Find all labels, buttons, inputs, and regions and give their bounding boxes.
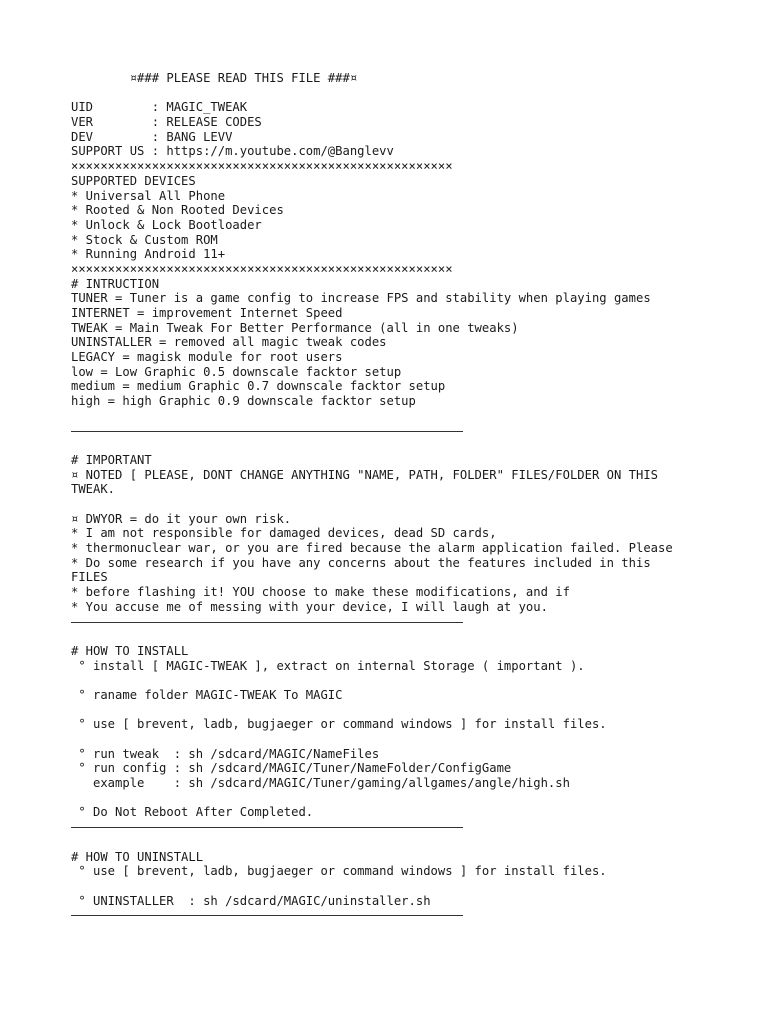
install-step: ° raname folder MAGIC-TWEAK To MAGIC [71, 687, 343, 702]
meta-uid: UID : MAGIC_TWEAK [71, 100, 248, 115]
intro-item: UNINSTALLER = removed all magic tweak codes [71, 335, 387, 350]
spacer [71, 732, 731, 747]
intro-heading: # INTRUCTION [71, 276, 160, 291]
supported-item: * Universal All Phone [71, 188, 226, 203]
supported-item: * Stock & Custom ROM [71, 232, 218, 247]
spacer [71, 629, 731, 644]
supported-heading: SUPPORTED DEVICES [71, 173, 196, 188]
spacer [71, 791, 731, 806]
uninstall-heading: # HOW TO UNINSTALL [71, 849, 204, 864]
disclaimer-line: ¤ DWYOR = do it your own risk. [71, 511, 292, 526]
install-command: ° run config : sh /sdcard/MAGIC/Tuner/NameFolder/ConfigGame [71, 761, 512, 776]
uninstall-step: ° UNINSTALLER : sh /sdcard/MAGIC/uninstaller.sh [71, 893, 431, 908]
spacer [71, 835, 731, 850]
disclaimer-line: * I am not responsible for damaged devices, dead SD cards, [71, 526, 497, 541]
intro-item: INTERNET = improvement Internet Speed [71, 306, 343, 320]
uninstall-step: ° use [ brevent, ladb, bugjaeger or command windows ] for install files. [71, 864, 607, 879]
spacer [71, 409, 731, 424]
intro-item: medium = medium Graphic 0.7 downscale facktor setup [71, 379, 446, 394]
install-command: ° run tweak : sh /sdcard/MAGIC/NameFiles [71, 746, 380, 761]
divider [71, 820, 731, 835]
disclaimer-line: * You accuse me of messing with your device, I will laugh at you. [71, 599, 548, 614]
install-step: ° Do Not Reboot After Completed. [71, 805, 314, 820]
supported-item: * Running Android 11+ [71, 247, 226, 262]
intro-item: TUNER = Tuner is a game config to increase FPS and stability when playing games [71, 291, 651, 306]
important-heading: # IMPORTANT [71, 452, 152, 467]
intro-item: high = high Graphic 0.9 downscale facktor setup [71, 394, 416, 409]
intro-item: LEGACY = magisk module for root users [71, 350, 343, 365]
disclaimer-line: * before flashing it! YOU choose to make these modifications, and if [71, 585, 570, 600]
spacer [71, 879, 731, 894]
install-step: ° install [ MAGIC-TWEAK ], extract on internal Storage ( important ). [71, 658, 585, 673]
readme-document [71, 71, 731, 923]
important-note: ¤ NOTED [ PLEASE, DONT CHANGE ANYTHING "NAME, PATH, FOLDER" FILES/FOLDER ON THIS TWEAK. [71, 467, 666, 497]
spacer [71, 497, 731, 512]
meta-support: SUPPORT US : https://m.youtube.com/@Banglevv [71, 144, 394, 159]
divider [71, 615, 731, 630]
install-step: ° use [ brevent, ladb, bugjaeger or command windows ] for install files. [71, 717, 607, 732]
intro-item: TWEAK = Main Tweak For Better Performance (all in one tweaks) [71, 320, 519, 335]
spacer [71, 703, 731, 718]
document-title: ¤### PLEASE READ THIS FILE ###¤ [71, 71, 358, 85]
install-command: example : sh /sdcard/MAGIC/Tuner/gaming/allgames/angle/high.sh [71, 776, 570, 791]
install-heading: # HOW TO INSTALL [71, 643, 189, 658]
intro-item: low = Low Graphic 0.5 downscale facktor setup [71, 364, 402, 379]
separator-line: ×××××××××××××××××××××××××××××××××××××××××××××××××××× [71, 159, 453, 174]
meta-version: VER : RELEASE CODES [71, 115, 262, 130]
divider [71, 908, 731, 923]
spacer [71, 86, 731, 101]
meta-dev: DEV : BANG LEVV [71, 129, 233, 144]
supported-item: * Unlock & Lock Bootloader [71, 217, 262, 232]
spacer [71, 438, 731, 453]
disclaimer-line: * thermonuclear war, or you are fired because the alarm application failed. Please [71, 541, 673, 556]
supported-item: * Rooted & Non Rooted Devices [71, 203, 284, 218]
spacer [71, 673, 731, 688]
divider [71, 424, 731, 439]
separator-line: ×××××××××××××××××××××××××××××××××××××××××××××××××××× [71, 261, 453, 276]
disclaimer-line: * Do some research if you have any concerns about the features included in this FILES [71, 555, 659, 585]
